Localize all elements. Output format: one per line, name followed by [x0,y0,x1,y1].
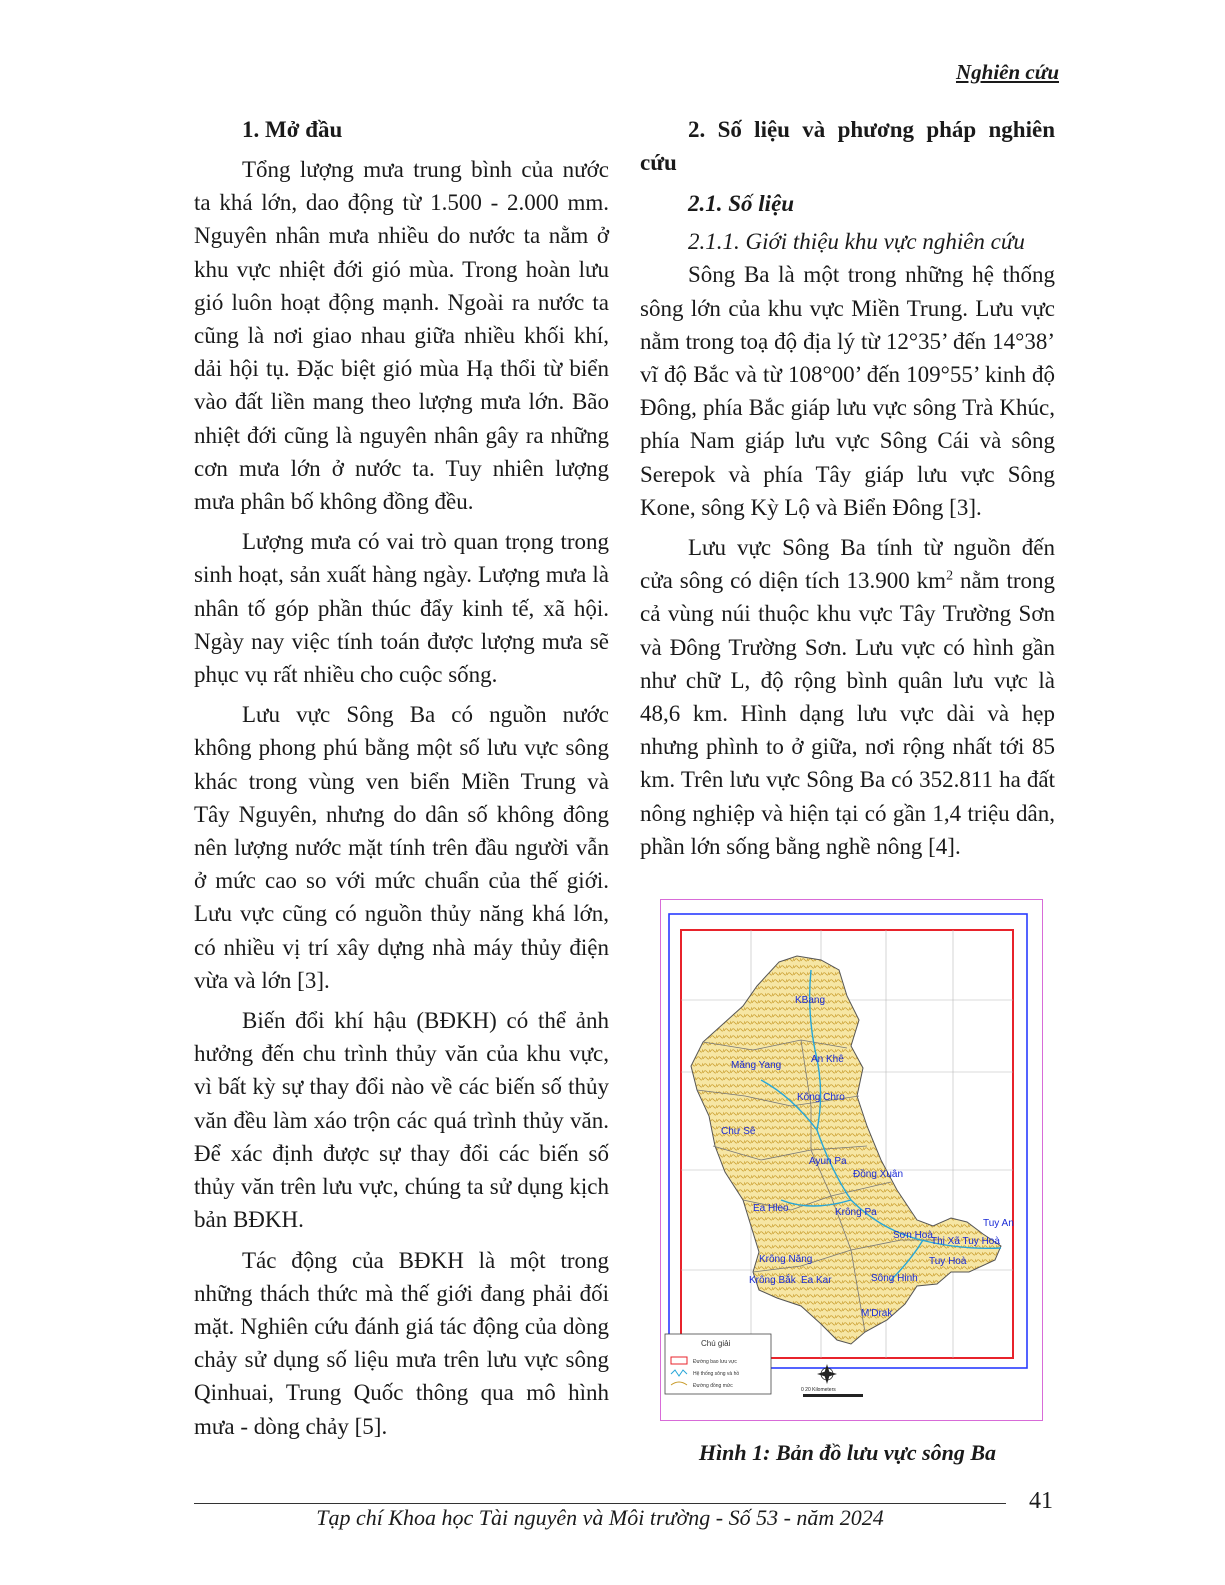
place-label: M'Drak [861,1308,893,1319]
place-label: Krông Bắk [749,1275,796,1286]
subsubsection-heading-study-area: 2.1.1. Giới thiệu khu vực nghiên cứu [688,229,1025,255]
place-label: An Khê [811,1054,844,1065]
paragraph: Tổng lượng mưa trung bình của nước ta khá lớn, dao động từ 1.500 - 2.000 mm. Nguyên nhân mưa nhiều do nước ta nằm ở khu vực nhiệt đới gió mùa. Trong hoàn lưu gió luôn hoạt động mạnh. Ngoài ra nước ta cũng là nơi giao nhau giữa nhiều khối khí, dải hội tụ. Đặc biệt gió mùa Hạ thổi từ biển vào đất liền mang theo lượng mưa lớn. Bão nhiệt đới cũng là nguyên nhân gây ra những cơn mưa lớn ở nước ta. Tuy nhiên lượng mưa phân bố không đồng đều. [194,157,609,515]
running-head: Nghiên cứu [955,60,1059,84]
section-heading-data-methods: 2. Số liệu và phương pháp nghiên cứu [640,117,1055,175]
paragraph [640,531,1055,863]
footer-rule [194,1503,1006,1504]
page-number: 41 [1029,1488,1053,1514]
place-label: Tuy Hoà [929,1256,967,1267]
paragraph: Lưu vực Sông Ba có nguồn nước không phong phú bằng một số lưu vực sông khác trong vùng ven biển Miền Trung và Tây Nguyên, nhưng do dân số không đông nên lượng nước mặt tính trên đầu người vẫn ở mức cao so với mức chuẩn của thế giới. Lưu vực cũng có nguồn thủy năng khá lớn, có nhiều vị trí xây dựng nhà máy thủy điện vừa và lớn [3]. [194,702,609,993]
legend-title: Chú giải [701,1339,731,1348]
right-column [640,113,1055,870]
paragraph: Lượng mưa có vai trò quan trọng trong sinh hoạt, sản xuất hàng ngày. Lượng mưa là nhân tố góp phần thúc đẩy kinh tế, xã hội. Ngày nay việc tính toán được lượng mưa sẽ phục vụ rất nhiều cho cuộc sống. [194,529,609,688]
basin-map-figure [660,899,1043,1421]
figure-caption: Hình 1: Bản đồ lưu vực sông Ba [698,1440,997,1465]
superscript: 2 [946,568,954,584]
place-label: Sông Hinh [871,1273,918,1284]
paragraph: Biến đổi khí hậu (BĐKH) có thể ảnh hưởng đến chu trình thủy văn của khu vực, vì bất kỳ sự thay đổi nào về các biến số thủy văn đều làm xáo trộn các quá trình thủy văn. Để xác định được sự thay đổi các biến số thủy văn trên lưu vực, chúng ta sử dụng kịch bản BĐKH. [194,1008,609,1233]
paragraph-text: Lưu vực Sông Ba tính từ nguồn đến cửa sông có diện tích 13.900 km [640,535,1055,594]
place-label: Ayun Pa [809,1156,847,1167]
north-arrow-icon [817,1364,837,1384]
legend-item: Hệ thống sông và hồ [693,1371,740,1377]
legend-item: Đường đồng mức [693,1383,733,1389]
paragraph: Sông Ba là một trong những hệ thống sông lớn của khu vực Miền Trung. Lưu vực nằm trong toạ độ địa lý từ 12°35’ đến 14°38’ vĩ độ Bắc và từ 108°00’ đến 109°55’ kinh độ Đông, phía Bắc giáp lưu vực sông Trà Khúc, phía Nam giáp lưu vực Sông Cái và sông Serepok và phía Tây giáp lưu vực Sông Kone, sông Kỳ Lộ và Biển Đông [3]. [640,262,1055,520]
paragraph: Tác động của BĐKH là một trong những thách thức mà thế giới đang phải đối mặt. Nghiên cứu đánh giá tác động của dòng chảy sử dụng số liệu mưa trên lưu vực sông Qinhuai, Trung Quốc thông qua mô hình mưa - dòng chảy [5]. [194,1247,609,1439]
scale-label: 0 20 Kilometers [801,1387,836,1393]
place-label: Krông Năng [759,1254,813,1265]
place-label: KBang [795,995,826,1006]
scale-bar [801,1387,863,1397]
map-legend [665,1334,771,1394]
subsection-heading-data: 2.1. Số liệu [688,191,795,216]
basin-map [661,900,1041,1419]
journal-footer: Tạp chí Khoa học Tài nguyên và Môi trường - Số 53 - năm 2024 [316,1505,884,1530]
place-label: Sơn Hoà [893,1230,933,1241]
legend-item: Đường bao lưu vực [693,1359,737,1365]
place-label: Tuy An [983,1218,1014,1229]
place-label: Măng Yang [731,1060,782,1071]
left-column [194,113,609,1450]
paragraph-text: nằm trong cả vùng núi thuộc khu vực Tây Trường Sơn và Đông Trường Sơn. Lưu vực có hình gần như chữ L, độ rộng bình quân lưu vực là 48,6 km. Hình dạng lưu vực dài và hẹp nhưng phình to ở giữa, nơi rộng nhất tới 85 km. Trên lưu vực Sông Ba có 352.811 ha đất nông nghiệp và hiện tại có gần 1,4 triệu dân, phần lớn sống bằng nghề nông [4]. [640,568,1055,859]
place-label: Chư Sê [721,1126,756,1137]
place-label: Ea Hleo [753,1203,789,1214]
place-label: Kông Chro [797,1092,845,1103]
place-label: Đồng Xuân [853,1169,904,1180]
place-label: Krông Pa [835,1207,877,1218]
basin-area [691,956,1001,1344]
place-label: Ea Kar [801,1275,832,1286]
place-label: Thị Xã Tuy Hoà [931,1236,1000,1247]
section-heading-intro: 1. Mở đầu [242,117,343,142]
